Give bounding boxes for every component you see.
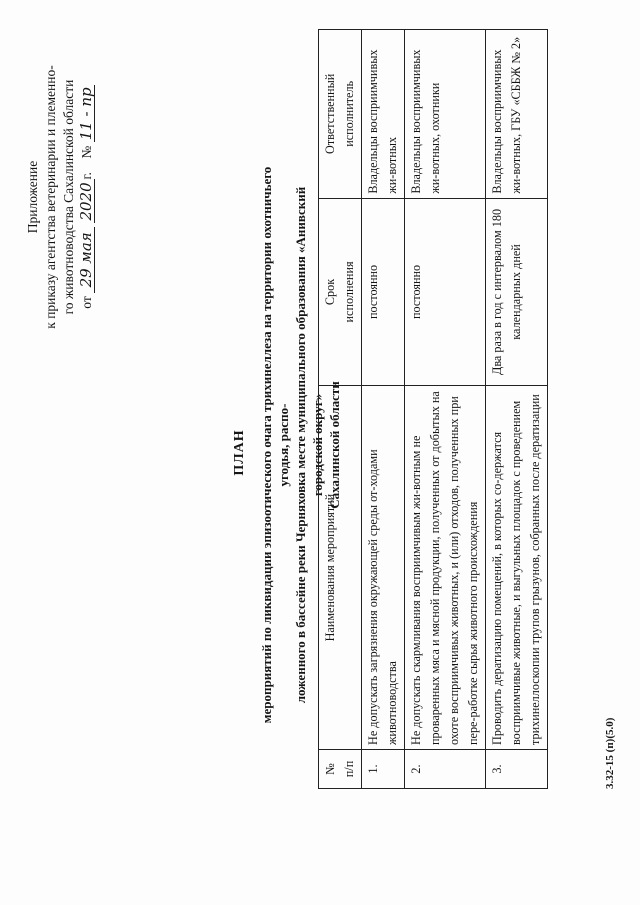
table-row	[362, 30, 405, 789]
appendix-line-2: го животноводства Сахалинской области	[61, 79, 76, 315]
header-num-line-1: №	[323, 763, 337, 775]
plan-table	[318, 29, 548, 789]
document-code-footer: 3.32-15 (п)(5.0)	[604, 717, 616, 789]
row-responsible: Владельцы восприимчивых жи-вотных, ГБУ «СББЖ № 2»	[486, 30, 548, 199]
subtitle-line-2: ложенного в бассейне реки Черняховка месте муниципального образования «Анивский городской округ»	[293, 186, 325, 704]
row-term: постоянно	[362, 198, 405, 386]
header-name: Наименования мероприятий	[319, 386, 362, 750]
subtitle-line-3: Сахалинской области	[327, 381, 342, 509]
year-suffix: г.	[79, 172, 94, 180]
table-row	[405, 30, 486, 789]
header-responsible-line-1: Ответственный	[323, 73, 337, 154]
row-num: 2.	[405, 749, 486, 788]
row-num: 1.	[362, 749, 405, 788]
handwritten-date: 29 мая	[79, 227, 95, 293]
number-label: №	[79, 145, 94, 159]
row-name: Не допускать скармливания восприимчивым жи-вотным не проваренных мяса и мясной продукции, полученных от добытых на охоте восприимчивых животных, и (или) отходов, полученных при пере-работке сырья животного происхождения	[405, 386, 486, 750]
header-num-line-2: п/п	[342, 760, 356, 778]
appendix-date-line	[78, 47, 96, 347]
row-term: Два раза в год с интервалом 180 календарных дней	[486, 198, 548, 386]
row-name: Не допускать загрязнения окружающей среды от-ходами животноводства	[362, 386, 405, 750]
header-responsible-line-2: исполнитель	[342, 80, 356, 147]
table-header-row	[319, 30, 362, 789]
row-term: постоянно	[405, 198, 486, 386]
handwritten-year: 2020	[79, 179, 95, 223]
document-title: ПЛАН	[232, 429, 247, 476]
header-num	[319, 749, 362, 788]
table-row	[486, 30, 548, 789]
appendix-line-1: к приказу агентства ветеринарии и племенно-	[43, 65, 58, 329]
row-responsible: Владельцы восприимчивых жи-вотных, охотники	[405, 30, 486, 199]
header-term-line-1: Срок	[323, 278, 337, 306]
row-name: Проводить дератизацию помещений, в которых со-держатся восприимчивые животные, и выгульных площадок с проведением трихинеллоскопии трупов грызунов, собранных после дератизации	[486, 386, 548, 750]
header-responsible	[319, 30, 362, 199]
row-num: 3.	[486, 749, 548, 788]
appendix-label: Приложение	[25, 160, 40, 234]
handwritten-number: 11 - пр	[77, 87, 95, 141]
header-term	[319, 198, 362, 386]
row-responsible: Владельцы восприимчивых жи-вотных	[362, 30, 405, 199]
subtitle-line-1: мероприятий по ликвидации эпизоотического очага трихинеллеза на территории охотничьего угодья, распо-	[259, 166, 291, 724]
from-label: от	[79, 296, 94, 309]
header-term-line-2: исполнения	[342, 261, 356, 323]
appendix-block	[24, 47, 96, 347]
